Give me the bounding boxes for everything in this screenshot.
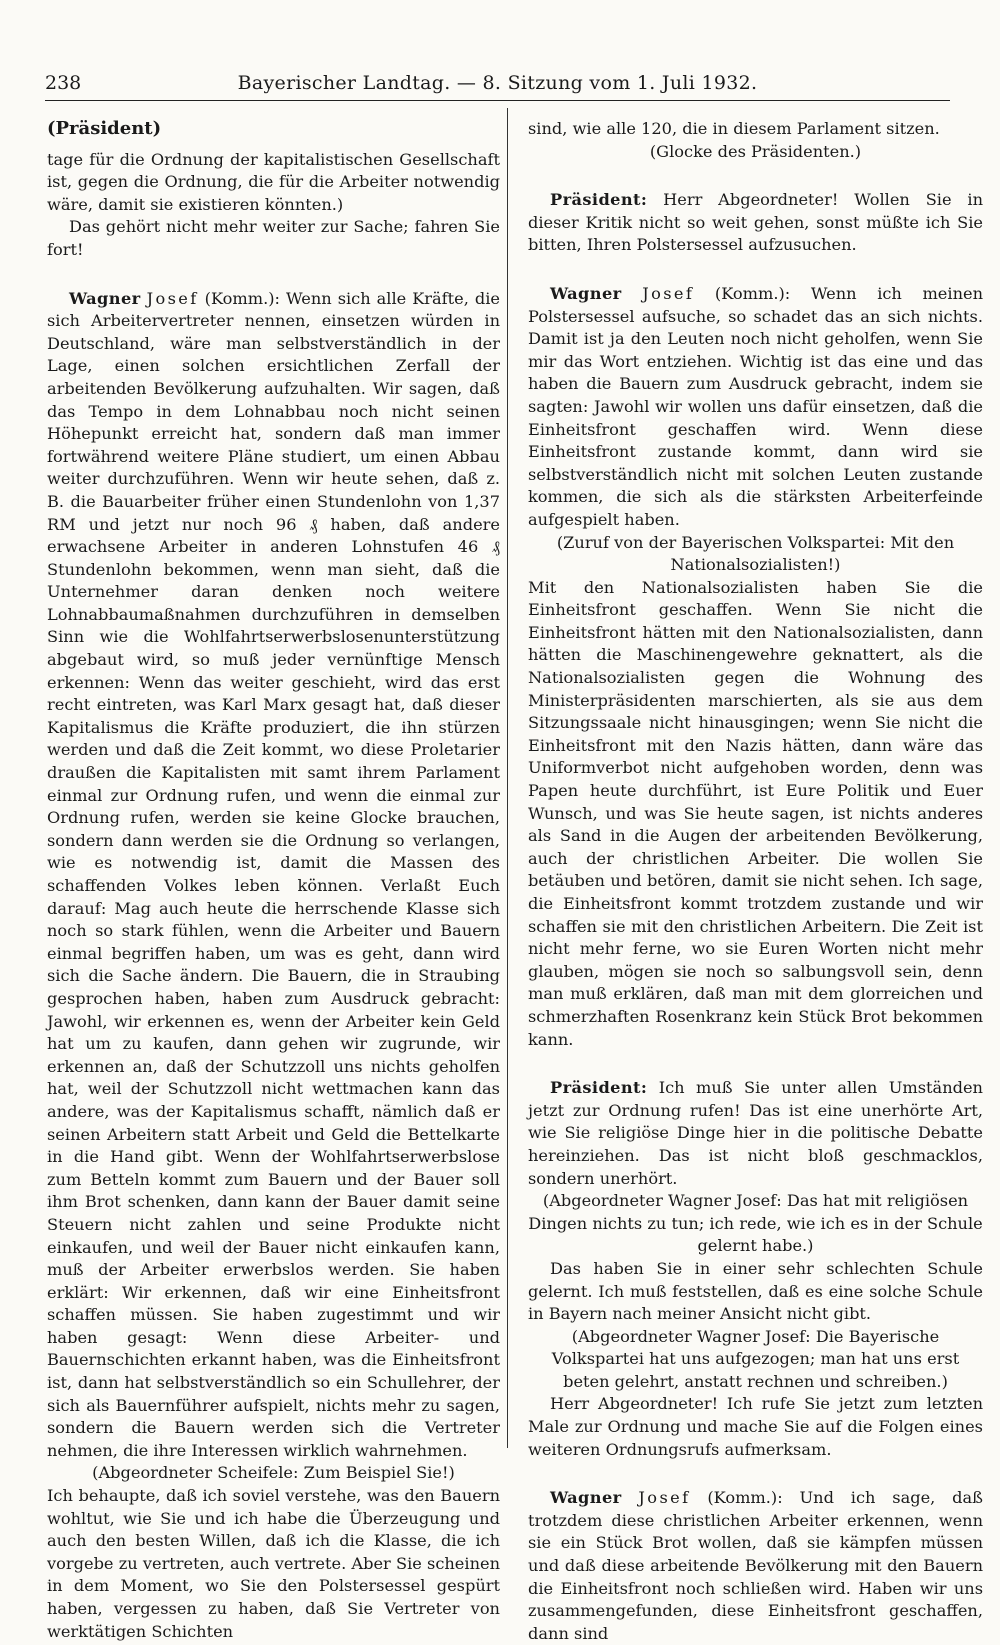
speaker-party: (Komm.): bbox=[690, 1488, 800, 1508]
speech-text: Und ich sage, daß trotzdem diese christlichen Arbeiter erkennen, wenn sie ein Stück Brot wollen, daß sie kämpfen müssen und daß diese arbeitende Bevölkerung mit den Bauern die Einheitsfront noch schließen wird. Haben wir uns zusammengefunden, diese Einheitsfront geschaffen, dann sind bbox=[528, 1488, 983, 1643]
right-column bbox=[528, 118, 983, 1645]
speech-president-2 bbox=[528, 1077, 983, 1190]
running-title: Bayerischer Landtag. — 8. Sitzung vom 1. Juli 1932. bbox=[237, 72, 758, 94]
speech-wagner-3 bbox=[528, 1487, 983, 1645]
speech-president-1 bbox=[528, 189, 983, 257]
speaker-firstname: Josef bbox=[146, 288, 199, 308]
speaker-firstname: Josef bbox=[642, 283, 695, 303]
speaker-name: Präsident: bbox=[550, 190, 648, 210]
speech-wagner-1 bbox=[47, 288, 500, 1463]
paragraph: Das haben Sie in einer sehr schlechten Schule gelernt. Ich muß feststellen, daß es eine solche Schule in Bayern nach meiner Ansicht nicht gibt. bbox=[528, 1258, 983, 1324]
interjection: (Abgeordneter Wagner Josef: Die Bayerische Volkspartei hat uns aufgezogen; man hat uns erst beten gelehrt, anstatt rechnen und schreiben.) bbox=[551, 1326, 960, 1391]
interjection: (Glocke des Präsidenten.) bbox=[649, 141, 862, 161]
speaker-party: (Komm.): bbox=[694, 283, 811, 303]
speaker-heading: (Präsident) bbox=[47, 118, 162, 139]
paragraph: sind, wie alle 120, die in diesem Parlament sitzen. bbox=[528, 119, 940, 138]
page-number: 238 bbox=[45, 72, 82, 94]
speech-wagner-2 bbox=[528, 283, 983, 532]
speaker-party: (Komm.): bbox=[198, 288, 286, 308]
interjection: (Abgeordneter Scheifele: Zum Beispiel Sie!) bbox=[92, 1463, 455, 1483]
paragraph: Herr Abgeordneter! Ich rufe Sie jetzt zum letzten Male zur Ordnung und mache Sie auf die Folgen eines weiteren Ordnungsrufs aufmerksam. bbox=[528, 1394, 983, 1459]
speaker-name: Wagner bbox=[550, 1488, 622, 1508]
speaker-name: Wagner bbox=[550, 283, 622, 303]
interjection: (Abgeordneter Wagner Josef: Das hat mit religiösen Dingen nichts zu tun; ich rede, wie ich es in der Schule gelernt habe.) bbox=[528, 1191, 983, 1256]
paragraph: Ich behaupte, daß ich soviel verstehe, was den Bauern wohltut, wie Sie und ich habe die Überzeugung und auch den besten Willen, daß ich die Klasse, die ich vorgebe zu vertreten, auch vertrete. Aber Sie scheinen in dem Moment, wo Sie den Polstersessel gespürt haben, vergessen zu haben, daß Sie Vertreter von werktätigen Schichten bbox=[47, 1486, 500, 1641]
speaker-firstname: Josef bbox=[638, 1488, 691, 1508]
page-header bbox=[45, 70, 950, 101]
speaker-name: Wagner bbox=[69, 288, 141, 308]
speech-text: Herr Abgeordneter! Wollen Sie in dieser Kritik nicht so weit gehen, sonst müßte ich Sie bitten, Ihren Polstersessel aufzusuchen. bbox=[528, 190, 983, 255]
paragraph: tage für die Ordnung der kapitalistischen Gesellschaft ist, gegen die Ordnung, die für die Arbeiter notwendig wäre, damit sie existieren könnten.) bbox=[47, 149, 500, 214]
interjection: (Zuruf von der Bayerischen Volkspartei: Mit den Nationalsozialisten!) bbox=[556, 532, 955, 575]
speaker-name: Präsident: bbox=[550, 1078, 648, 1098]
speech-text: Wenn ich meinen Polstersessel aufsuche, so schadet das an sich nichts. Damit ist ja den Leuten noch nicht geholfen, wenn Sie mir das Wort entziehen. Wichtig ist das eine und das haben die Bauern zum Ausdruck gebracht, indem sie sagten: Jawohl wir wollen uns dafür einsetzen, daß die Einheitsfront geschaffen wird. Wenn diese Einheitsfront zustande kommt, dann wird sie selbstverständlich nicht mit solchen Leuten zustande kommen, die sich als die stärksten Arbeiterfeinde aufgespielt haben. bbox=[528, 283, 983, 529]
speech-text: Wenn sich alle Kräfte, die sich Arbeitervertreter nennen, einsetzen würden in Deutschland, wäre man selbstverständlich in der Lage, einen solchen ersichtlichen Zerfall der arbeitenden Bevölkerung aufzuhalten. Wir sagen, daß das Tempo in dem Lohnabbau noch nicht seinen Höhepunkt erreicht hat, sondern daß man immer fortwährend weitere Pläne studiert, um einen Abbau weiter durchzuführen. Wenn wir heute sehen, daß z. B. die Bauarbeiter früher einen Stundenlohn von 1,37 RM und jetzt nur noch 96 ₰ haben, daß andere erwachsene Arbeiter in anderen Lohnstufen 46 ₰ Stundenlohn bekommen, wenn man sieht, daß die Unternehmer daran denken noch weitere Lohnabbaumaßnahmen durchzuführen in demselben Sinn wie die Wohlfahrtserwerbslosenunterstützung abgebaut wird, so muß jeder vernünftige Mensch erkennen: Wenn das weiter geschieht, wird das erst recht eintreten, was Karl Marx gesagt hat, daß dieser Kapitalismus die Kräfte produziert, die ihn stürzen werden und daß die Zeit kommt, wo diese Proletarier draußen die Kapitalisten mit samt ihrem Parlament einmal zur Ordnung rufen, und wenn die einmal zur Ordnung rufen, werden sie keine Glocke brauchen, sondern dann werden sie die Ordnung so verlangen, wie es notwendig ist, damit die Massen des schaffenden Volkes leben können. Verlaßt Euch darauf: Mag auch heute die herrschende Klasse sich noch so stark fühlen, wenn die Arbeiter und Bauern einmal begriffen haben, um was es geht, dann wird sich die Sache ändern. Die Bauern, die in Straubing gesprochen haben, haben zum Ausdruck gebracht: Jawohl, wir erkennen es, wenn der Arbeiter kein Geld hat um zu kaufen, dann gehen wir zugrunde, wir erkennen an, daß der Schutzzoll uns nichts geholfen hat, weil der Schutzzoll nicht wettmachen kann das andere, was der Kapitalismus schafft, nämlich daß er seinen Arbeitern statt Arbeit und Geld die Bettelkarte in die Hand gibt. Wenn der Wohlfahrtserwerbslose zum Betteln kommt zum Bauern und der Bauer soll ihm Brot schenken, dann kann der Bauer damit seine Steuern nicht zahlen und seine Produkte nicht einkaufen, und weil der Bauer nicht einkaufen kann, muß der Arbeiter erwerbslos werden. Sie haben erklärt: Wir erkennen, daß wir eine Einheitsfront schaffen müssen. Sie haben zugestimmt und wir haben gesagt: Wenn diese Arbeiter- und Bauernschichten erkannt haben, was die Einheitsfront ist, dann hat selbstverständlich so ein Schullehrer, der sich als Bauernführer aufspielt, nichts mehr zu sagen, sondern die Bauern werden sich die Vertreter nehmen, die ihre Interessen wirklich wahrnehmen. bbox=[47, 288, 500, 1460]
paragraph: Das gehört nicht mehr weiter zur Sache; fahren Sie fort! bbox=[47, 217, 500, 259]
column-divider bbox=[507, 108, 508, 1448]
speech-text: Ich muß Sie unter allen Umständen jetzt zur Ordnung rufen! Das ist eine unerhörte Art, wie Sie religiöse Dinge hier in die politische Debatte hereinziehen. Das ist nicht bloß geschmacklos, sondern unerhört. bbox=[528, 1078, 983, 1188]
paragraph: Mit den Nationalsozialisten haben Sie die Einheitsfront geschaffen. Wenn Sie nicht die Einheitsfront hätten mit den Nationalsozialisten, dann hätten die Maschinengewehre geknattert, als die Nationalsozialisten gegen die Wohnung des Ministerpräsidenten marschierten, als sie aus dem Sitzungssaale nicht hinausgingen; wenn Sie nicht die Einheitsfront mit den Nazis hätten, dann wäre das Uniformverbot nicht aufgehoben worden, denn was Papen heute durchführt, ist Eure Politik und Euer Wunsch, und was Sie heute sagen, ist nichts anderes als Sand in die Augen der arbeitenden Bevölkerung, auch der christlichen Arbeiter. Die wollen Sie betäuben und betören, damit sie nicht sehen. Ich sage, die Einheitsfront kommt trotzdem zustande und wir schaffen sie mit den christlichen Arbeitern. Die Zeit ist nicht mehr ferne, wo sie Euren Worten nicht mehr glauben, mögen sie noch so salbungsvoll sein, denn man muß erklären, daß man mit dem glorreichen und schmerzhaften Rosenkranz kein Stück Brot bekommen kann. bbox=[528, 577, 983, 1049]
left-column bbox=[47, 118, 500, 1643]
